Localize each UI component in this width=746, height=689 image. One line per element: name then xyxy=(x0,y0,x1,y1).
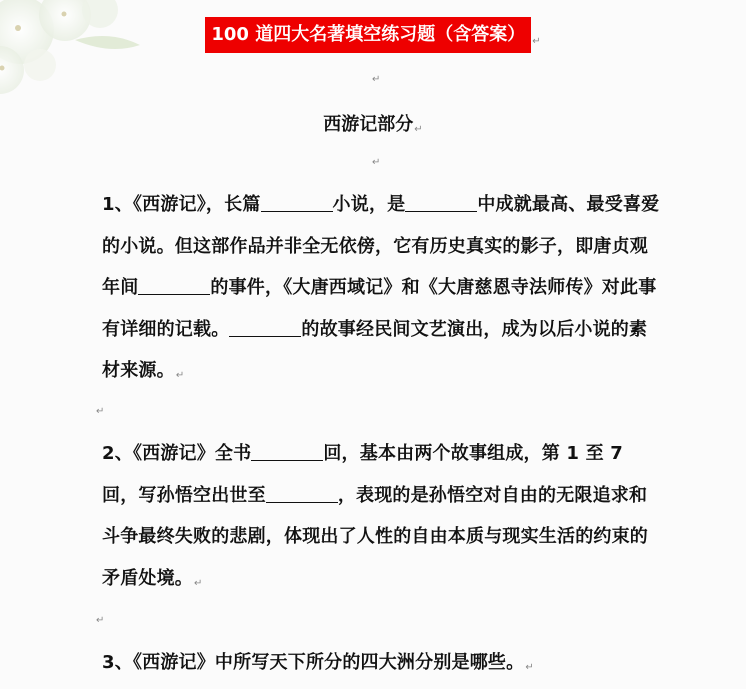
paragraph-mark: ↵ xyxy=(194,577,203,589)
question-text: 的故事经民间文艺演出，成为以后小说的素材来源。 xyxy=(102,318,648,381)
paragraph-mark: ↵ xyxy=(96,406,105,417)
paragraph-mark: ↵ xyxy=(414,124,423,135)
title-container xyxy=(0,17,746,53)
question-3 xyxy=(102,642,662,689)
question-2 xyxy=(102,433,662,604)
question-text: 中成就最高、最受喜爱的小说。但这部作品并非全无依傍，它有历史真实的影子，即唐贞观年间 xyxy=(102,194,660,298)
paragraph-mark: ↵ xyxy=(175,370,185,381)
paragraph-mark: ↵ xyxy=(96,615,105,626)
fill-blank[interactable] xyxy=(266,484,338,503)
question-text: 小说，是 xyxy=(332,194,406,215)
paragraph-mark: ↵ xyxy=(532,36,541,47)
fill-blank[interactable] xyxy=(405,193,477,212)
paragraph-mark: ↵ xyxy=(372,74,381,85)
question-1 xyxy=(102,184,662,397)
question-text: 《西游记》中所写天下所分的四大洲分别是哪些。 xyxy=(132,652,525,673)
page-title: 100 道四大名著填空练习题（含答案） xyxy=(205,17,531,53)
question-number: 2、 xyxy=(102,443,133,464)
question-text: 《西游记》，长篇 xyxy=(132,194,261,215)
question-number: 3、 xyxy=(102,652,133,673)
question-text: 《西游记》全书 xyxy=(132,443,252,464)
paragraph-mark: ↵ xyxy=(372,157,381,168)
paragraph-mark: ↵ xyxy=(525,662,534,673)
fill-blank[interactable] xyxy=(138,276,210,295)
fill-blank[interactable] xyxy=(229,318,301,337)
fill-blank[interactable] xyxy=(251,442,323,461)
section-title: 西游记部分 xyxy=(323,114,414,135)
question-number: 1、 xyxy=(102,194,133,215)
fill-blank[interactable] xyxy=(261,193,333,212)
question-text: ，表现的是孙悟空对自由的无限追求和斗争最终失败的悲剧，体现出了人性的自由本质与现实生活的约束的矛盾处境。 xyxy=(102,484,648,589)
section-heading xyxy=(0,110,746,136)
question-text: 的事件，《大唐西域记》和《大唐慈恩寺法师传》对此事有详细的记载。 xyxy=(102,277,657,340)
question-text: 回，基本由两个故事组成，第 1 至 7 回，写孙悟空出世至 xyxy=(102,443,623,506)
